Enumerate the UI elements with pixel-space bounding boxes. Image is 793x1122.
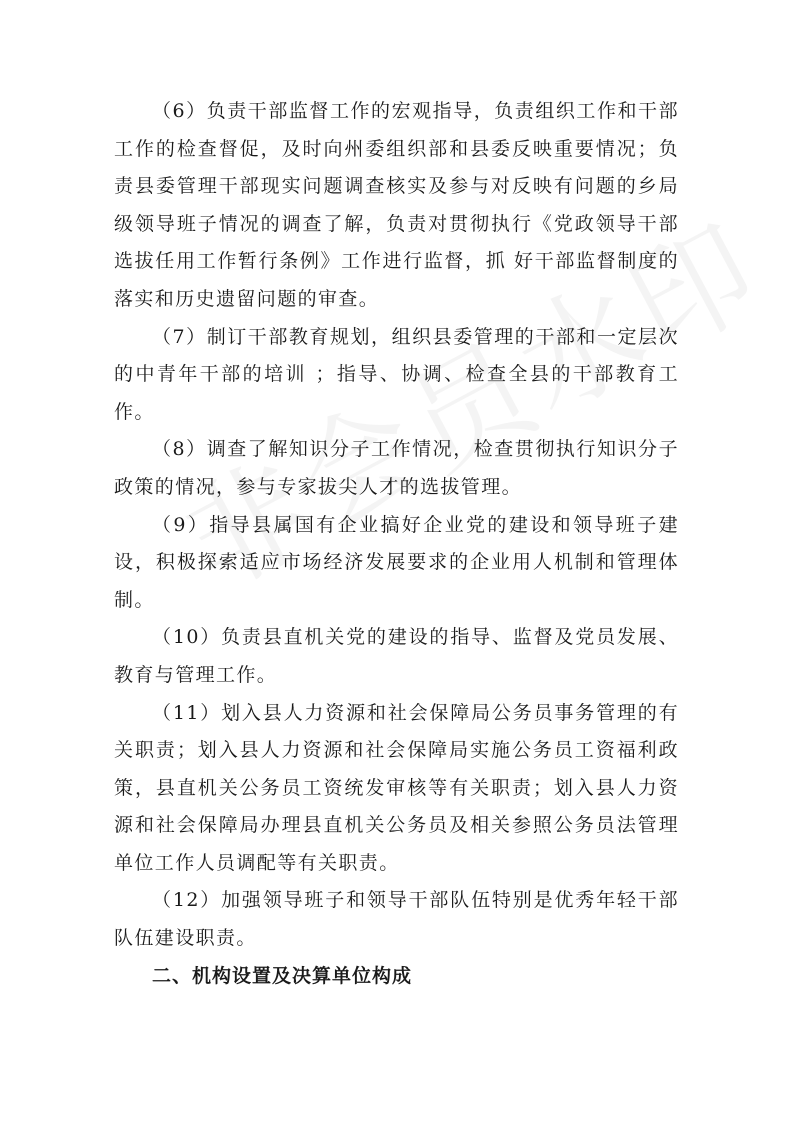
document-body [114,93,679,995]
paragraph-item-12: （12）加强领导班子和领导干部队伍特别是优秀年轻干部队伍建设职责。 [114,889,679,950]
paragraph-item-8: （8）调查了解知识分子工作情况，检查贯彻执行知识分子政策的情况，参与专家拔尖人才的选拔管理。 [114,438,679,498]
paragraph-item-6: （6）负责干部监督工作的宏观指导，负责组织工作和干部工作的检查督促，及时向州委组织部和县委反映重要情况；负责县委管理干部现实问题调查核实及参与对反映有问题的乡局级领导班子情况的调查了解，负责对贯彻执行《党政领导干部选拔任用工作暂行条例》工作进行监督，抓 好干部监督制度的落实和历史遗留问题的审查。 [114,100,679,310]
paragraph-item-10: （10）负责县直机关党的建设的指导、监督及党员发展、教育与管理工作。 [114,626,679,686]
paragraph-item-7: （7）制订干部教育规划，组织县委管理的干部和一定层次的中青年干部的培训 ；指导、协调、检查全县的干部教育工作。 [114,325,679,423]
paragraph-item-11: （11）划入县人力资源和社会保障局公务员事务管理的有关职责；划入县人力资源和社会保障局实施公务员工资福利政策，县直机关公务员工资统发审核等有关职责；划入县人力资源和社会保障局办理县直机关公务员及相关参照公务员法管理单位工作人员调配等有关职责。 [114,701,679,874]
section-heading: 二、机构设置及决算单位构成 [152,964,413,987]
paragraph-item-9: （9）指导县属国有企业搞好企业党的建设和领导班子建设，积极探索适应市场经济发展要求的企业用人机制和管理体制。 [114,513,679,611]
